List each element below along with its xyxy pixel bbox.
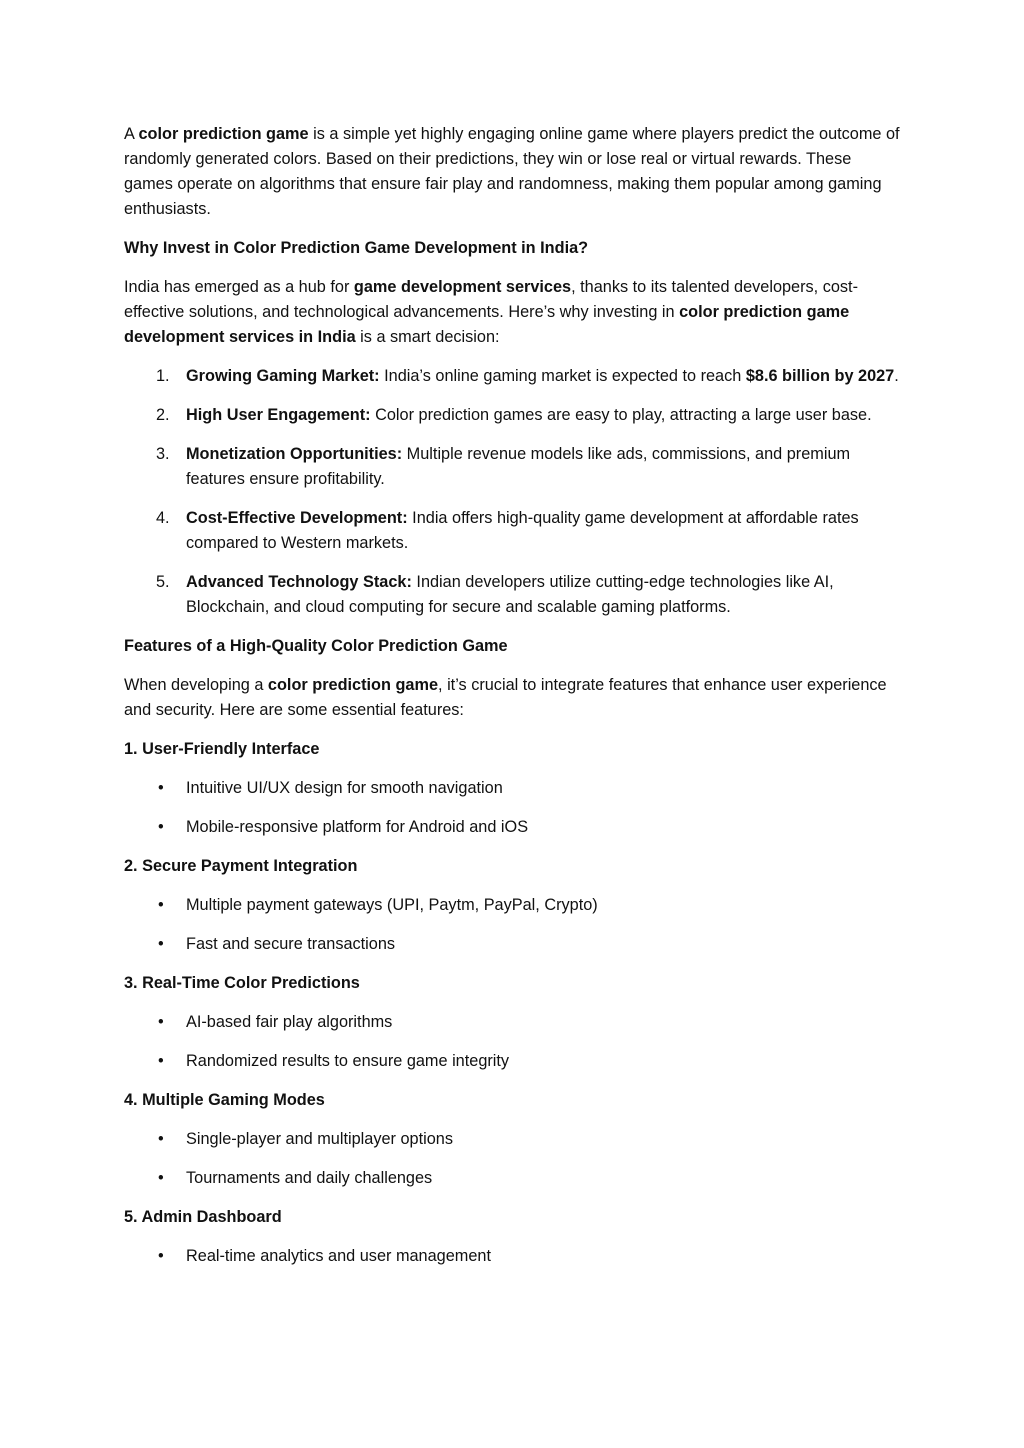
- list-item: [124, 1127, 904, 1152]
- bullet-list: [124, 776, 904, 840]
- item-number: 2.: [156, 406, 170, 424]
- why-bold-2: color prediction game development services in India: [124, 303, 850, 346]
- bullet-icon: •: [158, 1013, 164, 1031]
- intro-text-1: A: [124, 125, 134, 143]
- features-text-2: , it’s crucial to integrate features that enhance user experience and security. Here are some essential features:: [124, 676, 887, 719]
- list-item: [124, 403, 904, 428]
- item-text: Indian developers utilize cutting-edge technologies like AI, Blockchain, and cloud computing for secure and scalable gaming platforms.: [186, 573, 834, 616]
- list-item: [124, 506, 904, 556]
- bullet-text: Tournaments and daily challenges: [186, 1169, 433, 1187]
- bullet-text: AI-based fair play algorithms: [186, 1013, 393, 1031]
- bullet-list: [124, 1127, 904, 1191]
- bullet-icon: •: [158, 1130, 164, 1148]
- features-bold: color prediction game: [267, 676, 439, 694]
- bullet-text: Fast and secure transactions: [186, 935, 396, 953]
- why-text-1: India has emerged as a hub for: [124, 278, 354, 296]
- item-title: Monetization Opportunities:: [186, 445, 403, 463]
- list-item: [124, 893, 904, 918]
- item-number: 5.: [156, 573, 170, 591]
- list-item: [124, 776, 904, 801]
- section-heading: 4. Multiple Gaming Modes: [124, 1091, 325, 1109]
- section-heading: 2. Secure Payment Integration: [124, 857, 358, 875]
- features-text-1: When developing a: [124, 676, 268, 694]
- list-item: [124, 364, 904, 389]
- list-item: [124, 932, 904, 957]
- item-number: 1.: [156, 367, 170, 385]
- document-page: [124, 122, 904, 1283]
- list-item: [124, 570, 904, 620]
- list-item: [124, 815, 904, 840]
- item-text: India offers high-quality game development at affordable rates compared to Western markets.: [186, 509, 859, 552]
- section-heading: 1. User-Friendly Interface: [124, 740, 320, 758]
- bullet-text: Single-player and multiplayer options: [186, 1130, 453, 1148]
- bullet-list: [124, 1010, 904, 1074]
- bullet-icon: •: [158, 1169, 164, 1187]
- list-item: [124, 1166, 904, 1191]
- bullet-icon: •: [158, 1052, 164, 1070]
- bullet-text: Multiple payment gateways (UPI, Paytm, PayPal, Crypto): [186, 896, 598, 914]
- intro-bold-term: color prediction game: [138, 125, 309, 143]
- why-text-2: , thanks to its talented developers, cost-effective solutions, and technological advancements. Here’s why investing in: [124, 278, 858, 321]
- why-paragraph: [124, 275, 904, 350]
- item-bold: $8.6 billion by 2027: [745, 367, 895, 385]
- item-number: 4.: [156, 509, 170, 527]
- section-heading: 5. Admin Dashboard: [124, 1208, 282, 1226]
- bullet-icon: •: [158, 818, 164, 836]
- intro-paragraph: [124, 122, 904, 222]
- why-text-3: is a smart decision:: [355, 328, 500, 346]
- item-text: Color prediction games are easy to play, attracting a large user base.: [370, 406, 872, 424]
- bullet-text: Mobile-responsive platform for Android and iOS: [186, 818, 529, 836]
- list-item: [124, 1244, 904, 1269]
- bullet-icon: •: [158, 935, 164, 953]
- item-text: Multiple revenue models like ads, commissions, and premium features ensure profitability.: [186, 445, 851, 488]
- bullet-list: [124, 893, 904, 957]
- item-title: Growing Gaming Market:: [186, 367, 380, 385]
- bullet-text: Intuitive UI/UX design for smooth navigation: [186, 779, 503, 797]
- item-text: India’s online gaming market is expected to reach: [379, 367, 746, 385]
- bullet-text: Real-time analytics and user management: [186, 1247, 491, 1265]
- why-heading: Why Invest in Color Prediction Game Development in India?: [124, 239, 589, 257]
- item-title: Advanced Technology Stack:: [186, 573, 412, 591]
- why-bold-1: game development services: [353, 278, 572, 296]
- bullet-icon: •: [158, 779, 164, 797]
- item-number: 3.: [156, 445, 170, 463]
- item-tail: .: [894, 367, 899, 385]
- list-item: [124, 442, 904, 492]
- why-numbered-list: [124, 364, 904, 620]
- bullet-list: [124, 1244, 904, 1269]
- bullet-icon: •: [158, 1247, 164, 1265]
- section-heading: 3. Real-Time Color Predictions: [124, 974, 360, 992]
- features-heading: Features of a High-Quality Color Prediction Game: [124, 637, 508, 655]
- features-paragraph: [124, 673, 904, 723]
- bullet-text: Randomized results to ensure game integrity: [186, 1052, 510, 1070]
- intro-text-2: is a simple yet highly engaging online game where players predict the outcome of randomly generated colors. Based on their predictions, they win or lose real or virtual rewards. These games operate on algorithms that ensure fair play and randomness, making them popular among gaming enthusiasts.: [124, 125, 900, 218]
- bullet-icon: •: [158, 896, 164, 914]
- item-title: High User Engagement:: [186, 406, 371, 424]
- list-item: [124, 1010, 904, 1035]
- item-title: Cost-Effective Development:: [186, 509, 408, 527]
- list-item: [124, 1049, 904, 1074]
